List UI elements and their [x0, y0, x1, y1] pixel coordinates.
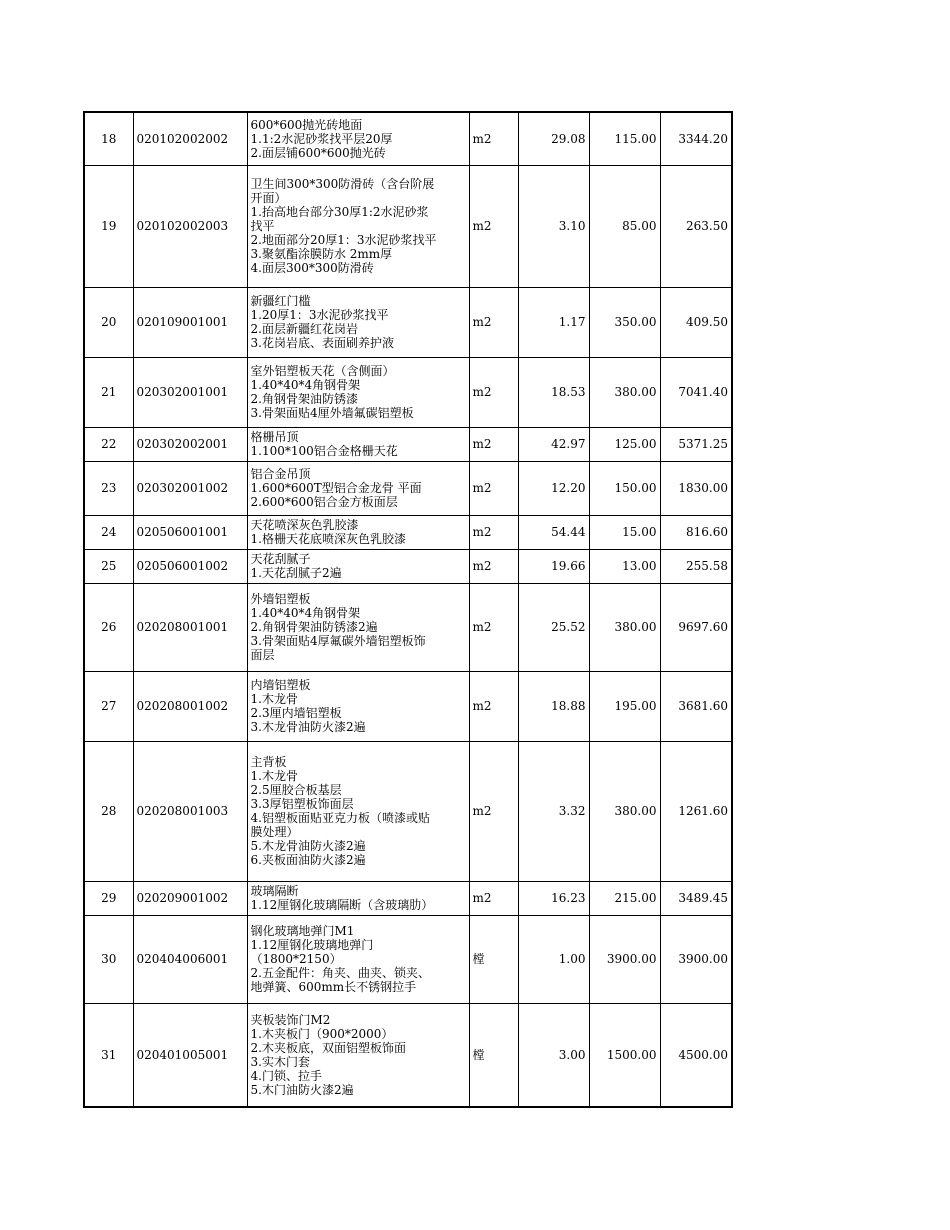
item-number-cell: 27: [84, 671, 133, 741]
unit-cell: m2: [469, 671, 518, 741]
description-line: 铝合金吊顶: [250, 467, 311, 481]
unit-price-cell: 380.00: [589, 357, 660, 427]
unit-cell: m2: [469, 881, 518, 915]
quantity-cell: 25.52: [518, 583, 589, 671]
description-line: 3.3厚铝塑板饰面层: [250, 797, 354, 811]
table-row: [84, 583, 732, 671]
unit-price-cell: 150.00: [589, 461, 660, 515]
item-code-cell: 020302002001: [133, 427, 247, 461]
total-amount-cell: 1830.00: [660, 461, 732, 515]
total-amount-cell: 263.50: [660, 165, 732, 287]
total-amount-cell: 1261.60: [660, 741, 732, 881]
unit-price-cell: 125.00: [589, 427, 660, 461]
total-amount-cell: 5371.25: [660, 427, 732, 461]
description-line: 2.五金配件：角夹、曲夹、锁夹、: [250, 966, 430, 980]
item-description-cell: [247, 287, 469, 357]
quantity-cell: 3.32: [518, 741, 589, 881]
description-line: 3.骨架面贴4厘外墙氟碳铝塑板: [250, 406, 414, 420]
unit-cell: m2: [469, 583, 518, 671]
unit-price-cell: 15.00: [589, 515, 660, 549]
item-number-cell: 24: [84, 515, 133, 549]
description-line: 3.木龙骨油防火漆2遍: [250, 720, 366, 734]
description-line: 2.角钢骨架油防锈漆2遍: [250, 620, 378, 634]
description-line: 5.木龙骨油防火漆2遍: [250, 839, 366, 853]
unit-cell: m2: [469, 112, 518, 165]
description-line: 3.花岗岩底、表面刷养护液: [250, 336, 394, 350]
description-line: 2.木夹板底，双面铝塑板饰面: [250, 1040, 406, 1055]
description-line: 2.5厘胶合板基层: [250, 783, 342, 797]
item-number-cell: 30: [84, 915, 133, 1003]
item-description-cell: [247, 357, 469, 427]
description-line: 3.骨架面贴4厚氟碳外墙铝塑板饰: [250, 634, 426, 648]
description-line: 1.木夹板门（900*2000）: [250, 1026, 394, 1041]
item-number-cell: 29: [84, 881, 133, 915]
table-row: [84, 427, 732, 461]
item-description-cell: [247, 915, 469, 1003]
item-number-cell: 21: [84, 357, 133, 427]
quantity-cell: 1.17: [518, 287, 589, 357]
description-line: 5.木门油防火漆2遍: [250, 1082, 354, 1097]
description-line: 夹板装饰门M2: [250, 1012, 331, 1027]
item-description-cell: [247, 671, 469, 741]
quantity-cell: 3.00: [518, 1003, 589, 1107]
item-code-cell: 020209001002: [133, 881, 247, 915]
total-amount-cell: 409.50: [660, 287, 732, 357]
item-code-cell: 020102002002: [133, 112, 247, 165]
table-row: [84, 287, 732, 357]
description-line: 1.12厘钢化玻璃地弹门: [250, 938, 374, 952]
unit-cell: m2: [469, 427, 518, 461]
item-number-cell: 26: [84, 583, 133, 671]
item-description-cell: [247, 427, 469, 461]
description-line: 1.12厘钢化玻璃隔断（含玻璃肋）: [250, 898, 434, 912]
quantity-cell: 18.88: [518, 671, 589, 741]
description-line: 2.角钢骨架油防锈漆: [250, 392, 358, 406]
description-line: 膜处理）: [250, 825, 299, 839]
unit-cell: m2: [469, 461, 518, 515]
item-number-cell: 22: [84, 427, 133, 461]
item-number-cell: 20: [84, 287, 133, 357]
total-amount-cell: 7041.40: [660, 357, 732, 427]
unit-cell: 樘: [469, 915, 518, 1003]
description-line: 室外铝塑板天花（含侧面）: [250, 364, 395, 378]
unit-cell: m2: [469, 165, 518, 287]
total-amount-cell: 3900.00: [660, 915, 732, 1003]
quantity-cell: 12.20: [518, 461, 589, 515]
item-code-cell: 020208001001: [133, 583, 247, 671]
description-line: 2.面层新疆红花岗岩: [250, 322, 358, 336]
unit-price-cell: 13.00: [589, 549, 660, 583]
bill-of-quantities-table: [83, 111, 733, 1108]
description-line: 开面）: [250, 191, 287, 205]
description-line: （1800*2150）: [250, 952, 342, 966]
description-line: 1.20厚1：3水泥砂浆找平: [250, 308, 389, 322]
item-code-cell: 020109001001: [133, 287, 247, 357]
unit-price-cell: 115.00: [589, 112, 660, 165]
description-line: 1.木龙骨: [250, 769, 298, 783]
description-line: 2.600*600铝合金方板面层: [250, 495, 398, 509]
unit-price-cell: 380.00: [589, 741, 660, 881]
table-row: [84, 1003, 732, 1107]
item-code-cell: 020401005001: [133, 1003, 247, 1107]
description-line: 新疆红门槛: [250, 294, 311, 308]
item-description-cell: [247, 515, 469, 549]
description-line: 3.聚氨酯涂膜防水 2mm厚: [250, 247, 393, 261]
unit-cell: m2: [469, 515, 518, 549]
item-number-cell: 31: [84, 1003, 133, 1107]
description-line: 4.铝塑板面贴亚克力板（喷漆或贴: [250, 811, 430, 825]
item-description-cell: [247, 549, 469, 583]
item-description-cell: [247, 583, 469, 671]
description-line: 4.面层300*300防滑砖: [250, 261, 374, 275]
description-line: 1.格栅天花底喷深灰色乳胶漆: [250, 532, 406, 546]
description-line: 面层: [250, 648, 275, 662]
description-line: 2.地面部分20厚1：3水泥砂浆找平: [250, 233, 437, 247]
quantity-cell: 3.10: [518, 165, 589, 287]
quantity-cell: 42.97: [518, 427, 589, 461]
item-number-cell: 19: [84, 165, 133, 287]
total-amount-cell: 9697.60: [660, 583, 732, 671]
item-code-cell: 020506001001: [133, 515, 247, 549]
description-line: 天花刮腻子: [250, 552, 311, 566]
description-line: 1.100*100铝合金格栅天花: [250, 444, 398, 458]
total-amount-cell: 816.60: [660, 515, 732, 549]
unit-price-cell: 85.00: [589, 165, 660, 287]
item-number-cell: 18: [84, 112, 133, 165]
item-number-cell: 25: [84, 549, 133, 583]
unit-price-cell: 380.00: [589, 583, 660, 671]
quantity-cell: 54.44: [518, 515, 589, 549]
description-line: 主背板: [250, 755, 287, 769]
item-code-cell: 020302001002: [133, 461, 247, 515]
table-row: [84, 112, 732, 165]
description-line: 600*600抛光砖地面: [250, 117, 363, 132]
description-line: 1.1:2水泥砂浆找平层20厚: [250, 131, 393, 146]
description-line: 4.门锁、拉手: [250, 1068, 322, 1083]
unit-price-cell: 1500.00: [589, 1003, 660, 1107]
quantity-cell: 16.23: [518, 881, 589, 915]
description-line: 1.40*40*4角钢骨架: [250, 378, 361, 392]
item-description-cell: [247, 165, 469, 287]
description-line: 地弹簧、600mm长不锈钢拉手: [250, 980, 417, 994]
unit-cell: 樘: [469, 1003, 518, 1107]
table-body: [84, 112, 732, 1107]
description-line: 3.实木门套: [250, 1054, 310, 1069]
description-line: 找平: [250, 219, 275, 233]
unit-price-cell: 195.00: [589, 671, 660, 741]
item-code-cell: 020302001001: [133, 357, 247, 427]
description-line: 天花喷深灰色乳胶漆: [250, 518, 359, 532]
item-number-cell: 23: [84, 461, 133, 515]
unit-cell: m2: [469, 287, 518, 357]
description-line: 2.面层铺600*600抛光砖: [250, 145, 386, 160]
total-amount-cell: 3681.60: [660, 671, 732, 741]
total-amount-cell: 3344.20: [660, 112, 732, 165]
total-amount-cell: 4500.00: [660, 1003, 732, 1107]
unit-price-cell: 215.00: [589, 881, 660, 915]
unit-price-cell: 350.00: [589, 287, 660, 357]
item-code-cell: 020208001003: [133, 741, 247, 881]
description-line: 1.天花刮腻子2遍: [250, 566, 342, 580]
table-row: [84, 357, 732, 427]
description-line: 2.3厘内墙铝塑板: [250, 706, 342, 720]
description-line: 格栅吊顶: [250, 430, 299, 444]
table-row: [84, 165, 732, 287]
description-line: 钢化玻璃地弹门M1: [250, 924, 355, 938]
item-description-cell: [247, 461, 469, 515]
table-row: [84, 915, 732, 1003]
total-amount-cell: 255.58: [660, 549, 732, 583]
item-code-cell: 020102002003: [133, 165, 247, 287]
description-line: 卫生间300*300防滑砖（含台阶展: [250, 177, 435, 191]
table-row: [84, 671, 732, 741]
item-description-cell: [247, 881, 469, 915]
description-line: 1.40*40*4角钢骨架: [250, 606, 361, 620]
table-row: [84, 549, 732, 583]
table-row: [84, 461, 732, 515]
table-row: [84, 515, 732, 549]
description-line: 6.夹板面油防火漆2遍: [250, 853, 366, 867]
description-line: 1.600*600T型铝合金龙骨 平面: [250, 481, 422, 495]
quantity-cell: 18.53: [518, 357, 589, 427]
quantity-cell: 19.66: [518, 549, 589, 583]
item-description-cell: [247, 112, 469, 165]
item-description-cell: [247, 1003, 469, 1107]
item-number-cell: 28: [84, 741, 133, 881]
total-amount-cell: 3489.45: [660, 881, 732, 915]
item-code-cell: 020506001002: [133, 549, 247, 583]
item-code-cell: 020208001002: [133, 671, 247, 741]
description-line: 内墙铝塑板: [250, 678, 311, 692]
description-line: 1.木龙骨: [250, 692, 298, 706]
description-line: 外墙铝塑板: [250, 592, 311, 606]
description-line: 1.抬高地台部分30厚1:2水泥砂浆: [250, 205, 429, 219]
quantity-cell: 1.00: [518, 915, 589, 1003]
unit-price-cell: 3900.00: [589, 915, 660, 1003]
unit-cell: m2: [469, 741, 518, 881]
item-description-cell: [247, 741, 469, 881]
item-code-cell: 020404006001: [133, 915, 247, 1003]
description-line: 玻璃隔断: [250, 884, 299, 898]
unit-cell: m2: [469, 357, 518, 427]
quantity-cell: 29.08: [518, 112, 589, 165]
table-row: [84, 741, 732, 881]
table-row: [84, 881, 732, 915]
unit-cell: m2: [469, 549, 518, 583]
